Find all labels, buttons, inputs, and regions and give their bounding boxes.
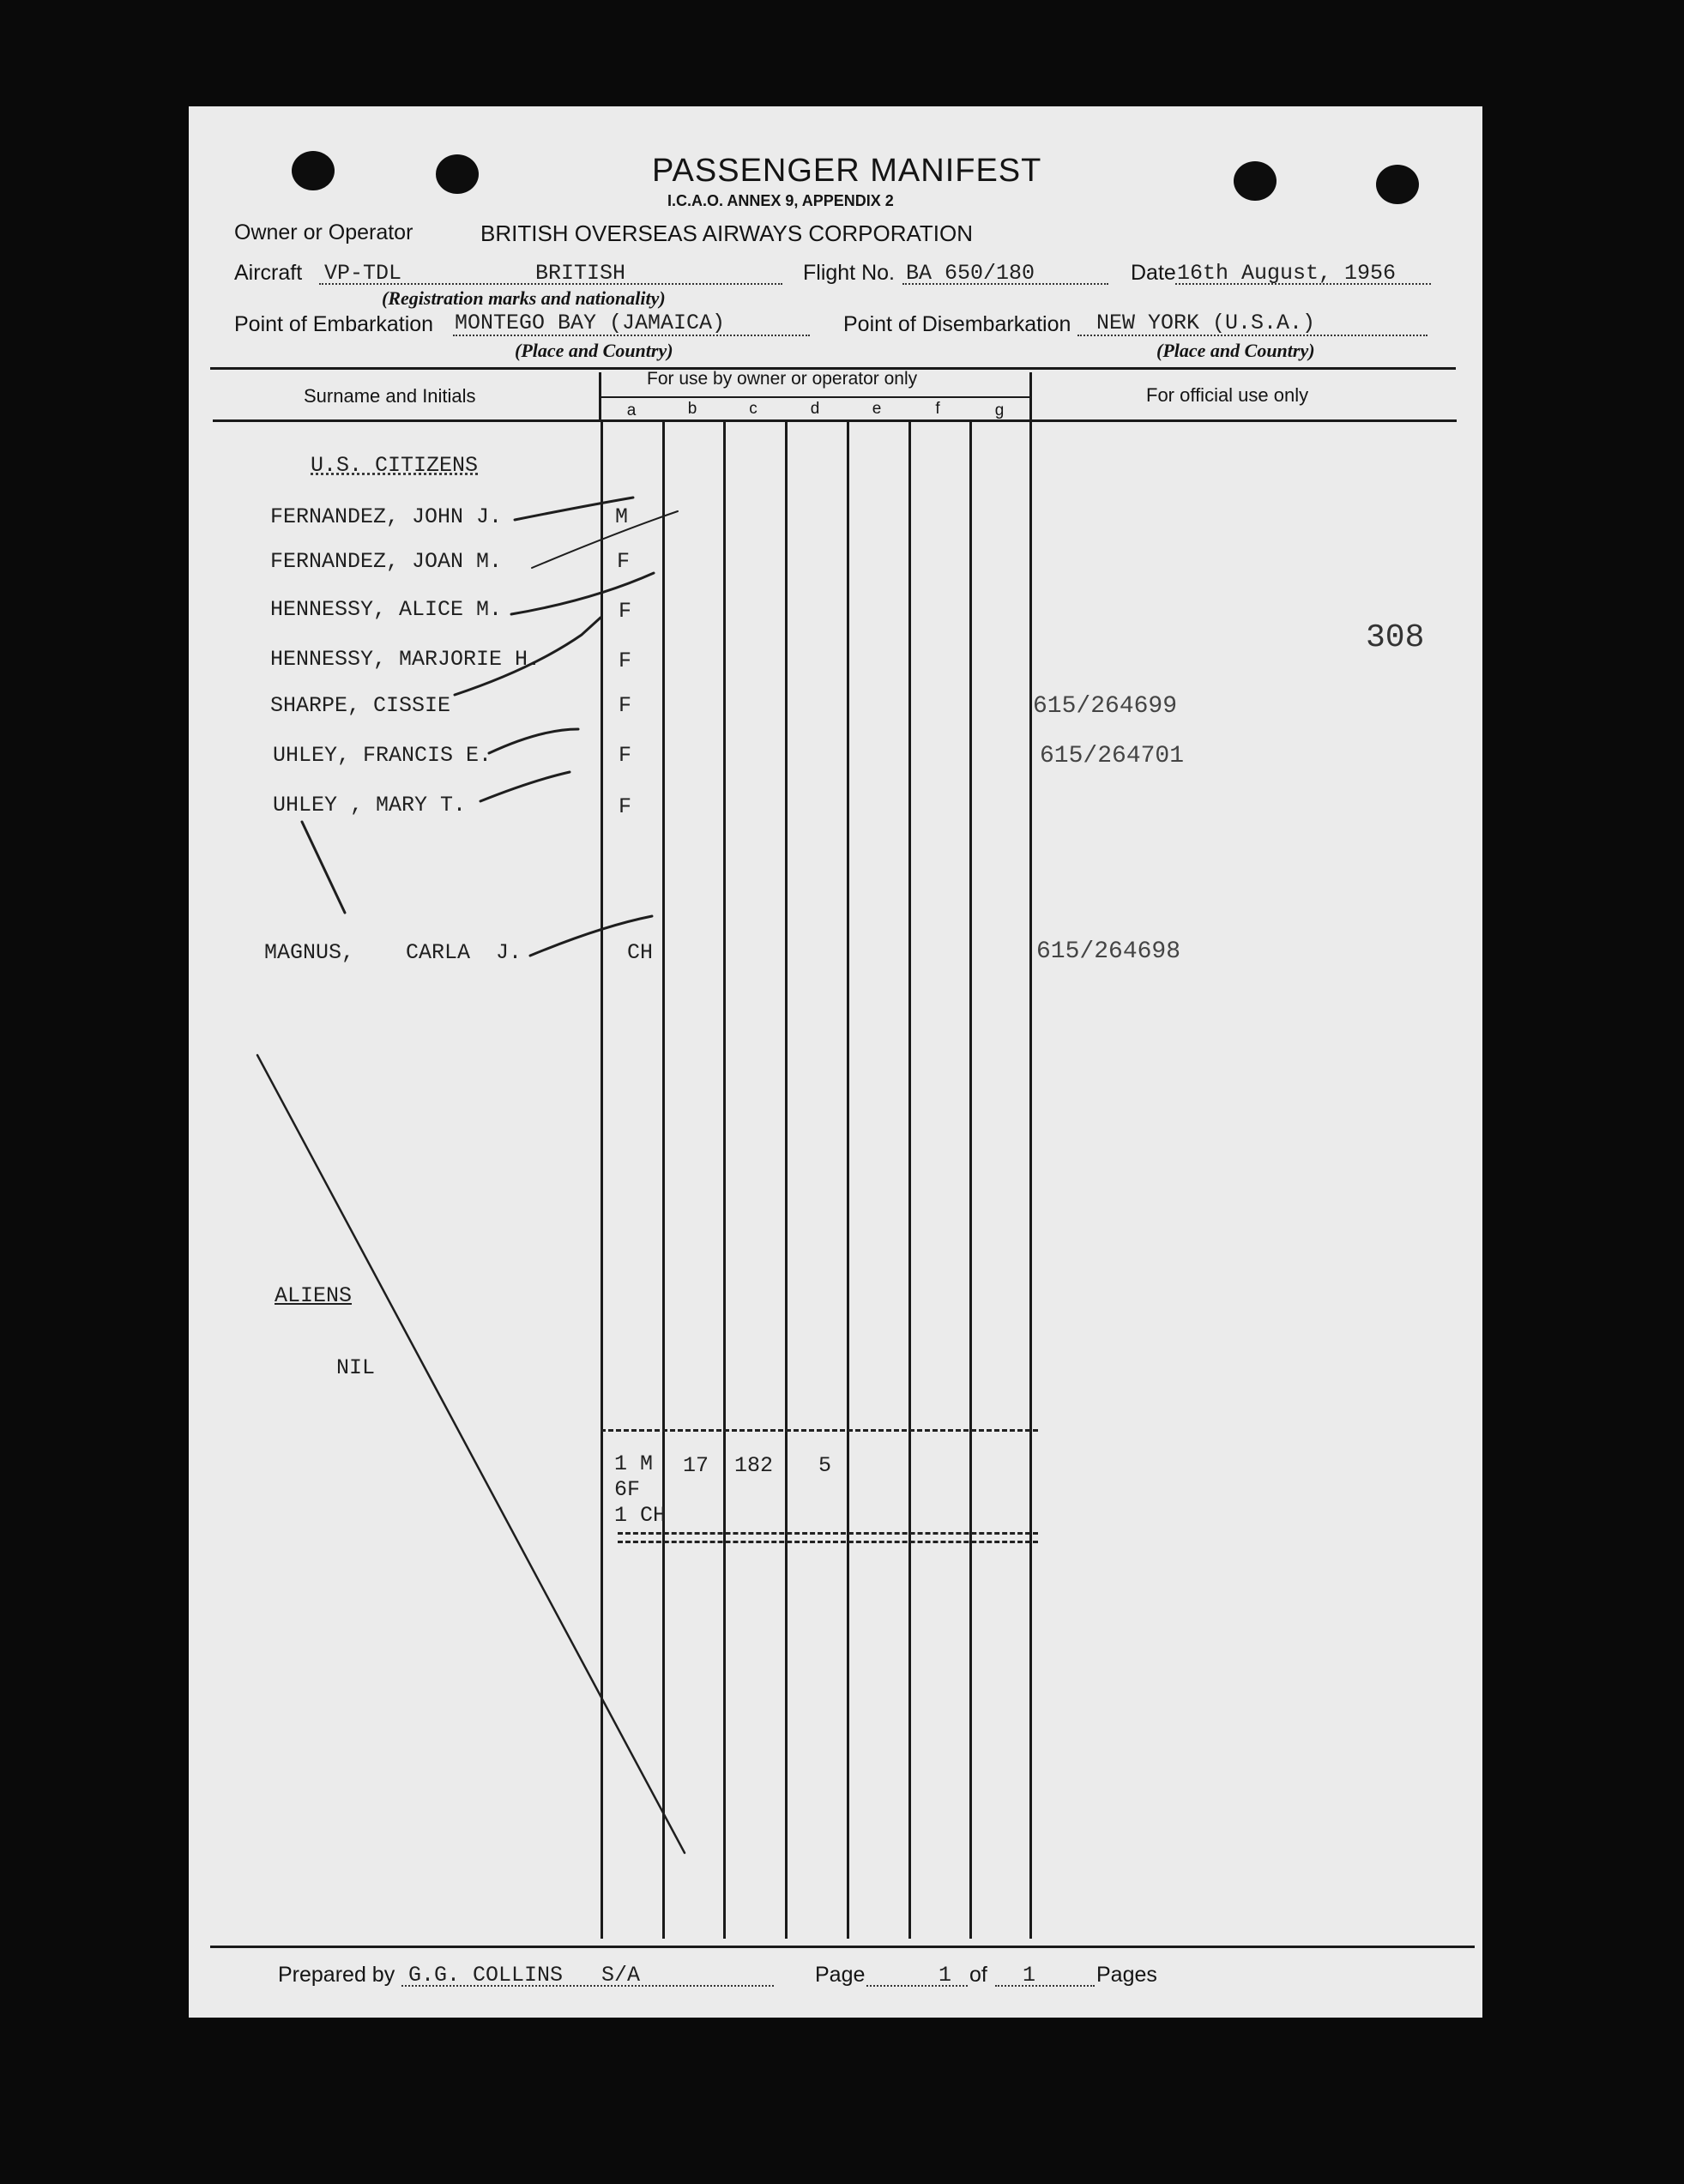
aliens-heading: ALIENS [275, 1283, 353, 1308]
official-reference: 615/264698 [1036, 938, 1181, 965]
owner-label: Owner or Operator [234, 220, 413, 244]
totals-bottom-rule-2 [618, 1541, 1038, 1543]
document-subtitle: I.C.A.O. ANNEX 9, APPENDIX 2 [667, 192, 894, 209]
flight-number: BA 650/180 [906, 261, 1035, 286]
passenger-sex: F [619, 743, 632, 768]
column-header-g: g [994, 401, 1005, 419]
column-rule-ab [662, 420, 665, 1939]
owner-columns-divider [601, 396, 1031, 398]
aircraft-nationality: BRITISH [535, 261, 626, 286]
passenger-name: SHARPE, CISSIE [270, 693, 451, 718]
passenger-name: HENNESSY, MARJORIE H. [270, 647, 541, 672]
disembarkation-label: Point of Disembarkation [843, 312, 1071, 336]
passenger-name: MAGNUS, CARLA J. [264, 940, 522, 965]
page-number: 1 [939, 1963, 952, 1988]
aircraft-registration: VP-TDL [324, 261, 402, 286]
passenger-sex: F [619, 649, 632, 673]
table-vrule-official [1029, 372, 1032, 420]
punch-hole-2 [436, 154, 479, 194]
registration-note: (Registration marks and nationality) [382, 287, 666, 309]
official-reference: 615/264699 [1033, 693, 1178, 720]
owner-value: BRITISH OVERSEAS AIRWAYS CORPORATION [480, 220, 974, 246]
date-label: Date [1131, 261, 1176, 285]
official-reference: 615/264701 [1040, 743, 1185, 769]
prepared-by-label: Prepared by [278, 1963, 395, 1987]
margin-number: 308 [1366, 619, 1425, 656]
passenger-name: UHLEY , MARY T. [273, 793, 467, 817]
aircraft-label: Aircraft [234, 261, 303, 285]
table-bottom-rule [210, 1946, 1475, 1948]
passenger-sex: CH [627, 940, 654, 965]
column-header-a: a [626, 401, 637, 419]
punch-hole-4 [1376, 165, 1419, 204]
embarkation-label: Point of Embarkation [234, 312, 434, 336]
surname-header: Surname and Initials [304, 385, 476, 407]
column-header-e: e [872, 400, 882, 418]
page-dotted-line [866, 1985, 968, 1987]
prepared-by-value: G.G. COLLINS S/A [408, 1963, 641, 1988]
column-rule-official [1029, 420, 1032, 1939]
column-rule-fg [969, 420, 972, 1939]
total-pages: 1 [1023, 1963, 1036, 1988]
of-label: of [969, 1963, 987, 1987]
passenger-sex: F [619, 693, 632, 718]
totals-males: 1 M [614, 1451, 654, 1476]
totals-females: 6F [614, 1477, 641, 1502]
passenger-sex: M [615, 504, 629, 529]
passenger-name: FERNANDEZ, JOHN J. [270, 504, 503, 529]
pages-label: Pages [1096, 1963, 1157, 1987]
punch-hole-3 [1234, 161, 1277, 201]
flight-label: Flight No. [803, 261, 895, 285]
passenger-sex: F [617, 549, 631, 574]
passenger-name: UHLEY, FRANCIS E. [273, 743, 492, 768]
passenger-name: FERNANDEZ, JOAN M. [270, 549, 503, 574]
totals-col-d: 5 [818, 1453, 832, 1478]
column-header-b: b [687, 400, 697, 418]
column-rule-cd [785, 420, 788, 1939]
disembarkation-value: NEW YORK (U.S.A.) [1096, 311, 1316, 335]
table-header-rule [213, 419, 1457, 422]
of-dotted-line [995, 1985, 1095, 1987]
column-rule-a-left [601, 420, 603, 1939]
column-rule-de [847, 420, 849, 1939]
passenger-name: HENNESSY, ALICE M. [270, 597, 503, 622]
disembarkation-note: (Place and Country) [1156, 340, 1315, 361]
totals-bottom-rule-1 [618, 1532, 1038, 1535]
column-header-d: d [810, 400, 820, 418]
table-vrule-surname [599, 372, 601, 420]
column-rule-ef [908, 420, 911, 1939]
embarkation-value: MONTEGO BAY (JAMAICA) [455, 311, 726, 335]
document-title: PASSENGER MANIFEST [652, 153, 1042, 189]
column-header-c: c [749, 400, 757, 418]
totals-col-b: 17 [683, 1453, 709, 1478]
passenger-sex: F [619, 599, 632, 624]
us-citizens-heading: U.S. CITIZENS [311, 453, 479, 478]
page-label: Page [815, 1963, 866, 1987]
column-rule-bc [723, 420, 726, 1939]
column-header-f: f [935, 400, 940, 418]
passenger-sex: F [619, 794, 632, 819]
official-use-header: For official use only [1146, 384, 1309, 406]
owner-use-header: For use by owner or operator only [647, 369, 918, 389]
date-value: 16th August, 1956 [1177, 261, 1397, 286]
embarkation-note: (Place and Country) [515, 340, 673, 361]
totals-col-c: 182 [734, 1453, 774, 1478]
aliens-value: NIL [336, 1355, 376, 1380]
totals-children: 1 CH [614, 1503, 667, 1528]
totals-top-rule [601, 1429, 1038, 1432]
punch-hole-1 [292, 151, 335, 190]
